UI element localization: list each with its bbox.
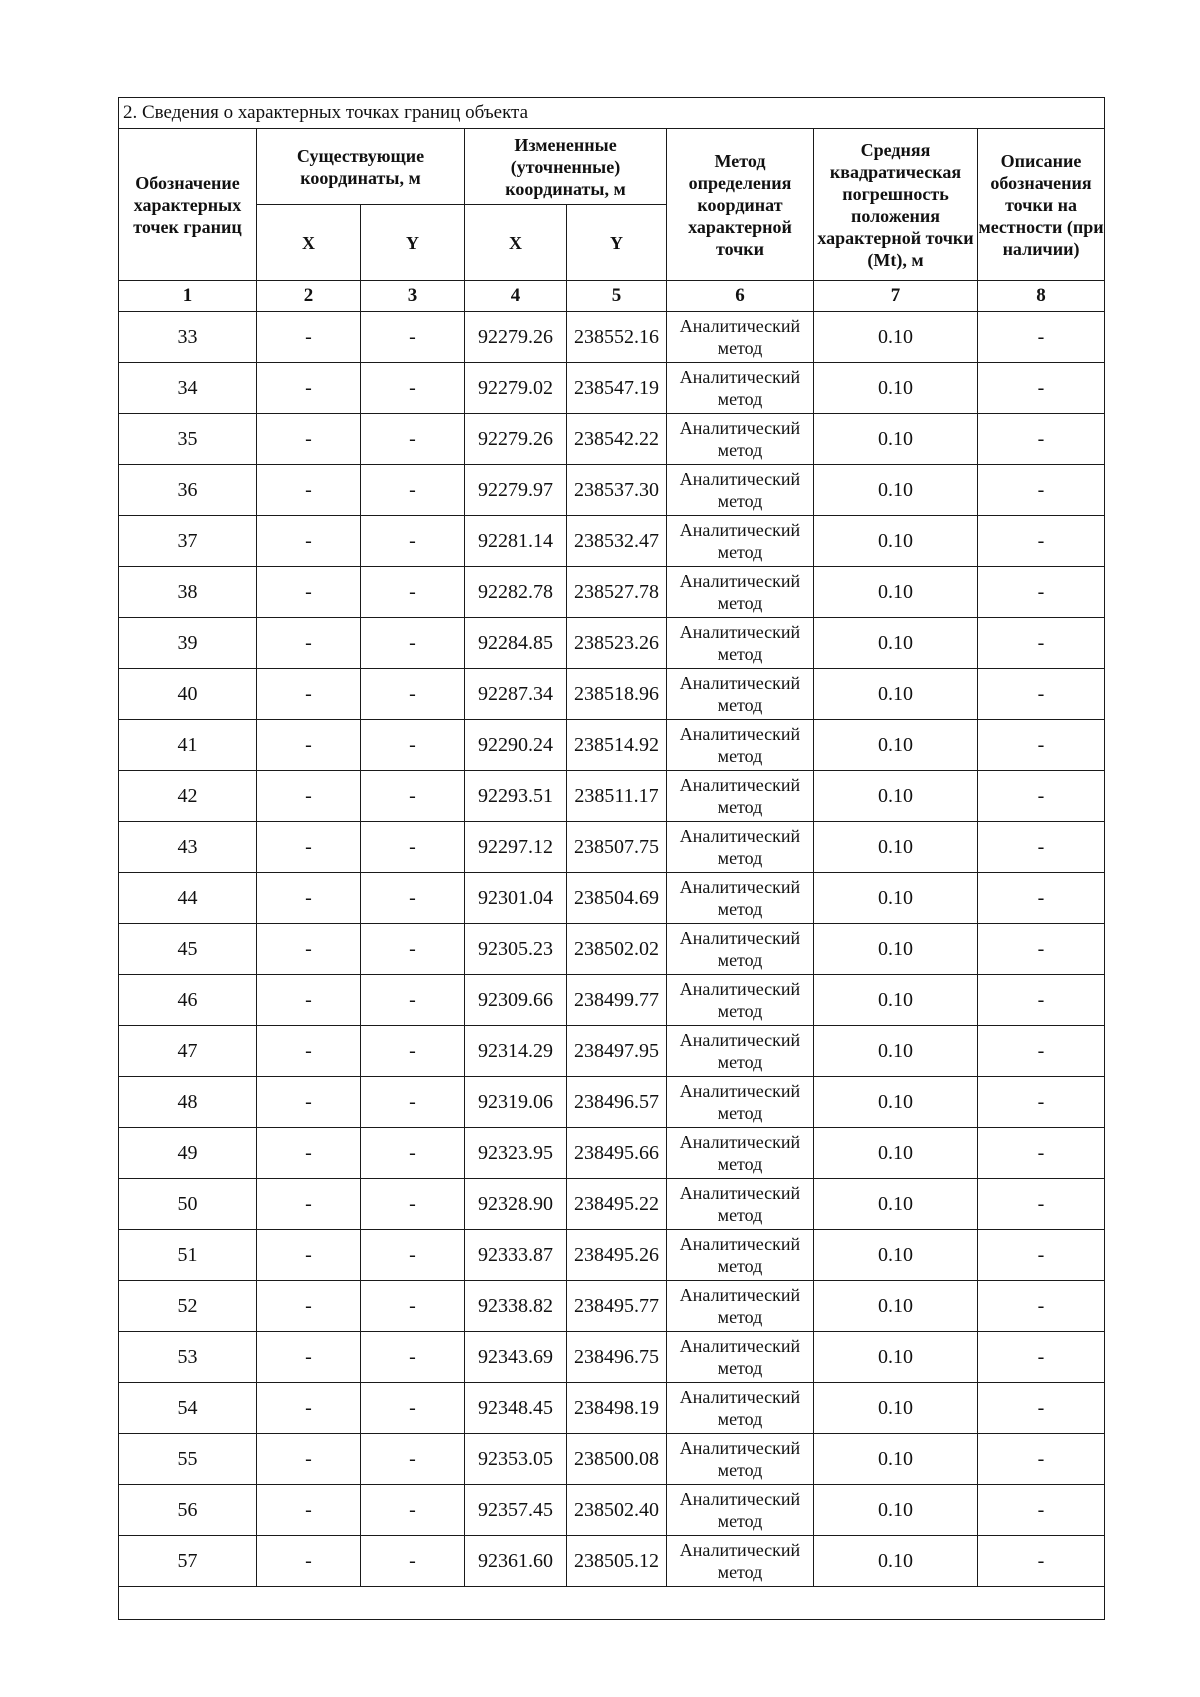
- cell-description: -: [978, 975, 1105, 1026]
- cell-y: 238518.96: [567, 669, 667, 720]
- table-row: [119, 618, 1105, 669]
- cell-x: 92357.45: [465, 1485, 567, 1536]
- cell-description: -: [978, 516, 1105, 567]
- table-row: [119, 363, 1105, 414]
- cell-point-id: 52: [119, 1281, 257, 1332]
- cell-existing-y: -: [361, 1281, 465, 1332]
- cell-point-id: 38: [119, 567, 257, 618]
- cell-x: 92290.24: [465, 720, 567, 771]
- cell-existing-x: -: [257, 1485, 361, 1536]
- header-description: Описание обозначения точки на местности (при наличии): [978, 129, 1105, 281]
- cell-existing-x: -: [257, 465, 361, 516]
- header-changed-coordinates: Измененные (уточненные) координаты, м: [465, 129, 667, 205]
- cell-existing-y: -: [361, 1128, 465, 1179]
- empty-footer-cell: [119, 1587, 1105, 1620]
- cell-description: -: [978, 1179, 1105, 1230]
- cell-method: Аналитический метод: [667, 1026, 814, 1077]
- table-row: [119, 822, 1105, 873]
- cell-mean-error: 0.10: [814, 1281, 978, 1332]
- cell-y: 238514.92: [567, 720, 667, 771]
- table-row: [119, 1128, 1105, 1179]
- header-changed-x: X: [465, 205, 567, 281]
- cell-mean-error: 0.10: [814, 1332, 978, 1383]
- cell-existing-y: -: [361, 873, 465, 924]
- cell-description: -: [978, 1383, 1105, 1434]
- cell-y: 238523.26: [567, 618, 667, 669]
- column-number: 8: [978, 281, 1105, 312]
- cell-existing-y: -: [361, 1434, 465, 1485]
- cell-description: -: [978, 873, 1105, 924]
- cell-existing-x: -: [257, 1230, 361, 1281]
- table-row: [119, 1434, 1105, 1485]
- section-title: 2. Сведения о характерных точках границ объекта: [119, 98, 1105, 129]
- cell-existing-x: -: [257, 312, 361, 363]
- cell-point-id: 54: [119, 1383, 257, 1434]
- cell-method: Аналитический метод: [667, 363, 814, 414]
- cell-existing-x: -: [257, 975, 361, 1026]
- cell-mean-error: 0.10: [814, 1179, 978, 1230]
- table-row: [119, 414, 1105, 465]
- cell-existing-y: -: [361, 618, 465, 669]
- cell-mean-error: 0.10: [814, 516, 978, 567]
- cell-method: Аналитический метод: [667, 567, 814, 618]
- column-number: 6: [667, 281, 814, 312]
- cell-existing-y: -: [361, 1383, 465, 1434]
- cell-y: 238511.17: [567, 771, 667, 822]
- cell-existing-y: -: [361, 669, 465, 720]
- cell-point-id: 40: [119, 669, 257, 720]
- cell-y: 238495.26: [567, 1230, 667, 1281]
- cell-mean-error: 0.10: [814, 567, 978, 618]
- cell-existing-x: -: [257, 669, 361, 720]
- cell-existing-y: -: [361, 1179, 465, 1230]
- table-row: [119, 720, 1105, 771]
- cell-point-id: 46: [119, 975, 257, 1026]
- cell-existing-x: -: [257, 1026, 361, 1077]
- cell-x: 92301.04: [465, 873, 567, 924]
- table-row: [119, 873, 1105, 924]
- document-page: [118, 97, 1104, 1620]
- cell-point-id: 48: [119, 1077, 257, 1128]
- cell-description: -: [978, 1434, 1105, 1485]
- cell-existing-x: -: [257, 1077, 361, 1128]
- cell-existing-x: -: [257, 1383, 361, 1434]
- cell-point-id: 41: [119, 720, 257, 771]
- cell-x: 92282.78: [465, 567, 567, 618]
- cell-point-id: 51: [119, 1230, 257, 1281]
- cell-existing-x: -: [257, 414, 361, 465]
- cell-y: 238498.19: [567, 1383, 667, 1434]
- table-row: [119, 924, 1105, 975]
- cell-method: Аналитический метод: [667, 1077, 814, 1128]
- cell-existing-x: -: [257, 1536, 361, 1587]
- cell-x: 92293.51: [465, 771, 567, 822]
- cell-existing-x: -: [257, 822, 361, 873]
- cell-y: 238502.40: [567, 1485, 667, 1536]
- table-row: [119, 1026, 1105, 1077]
- cell-y: 238532.47: [567, 516, 667, 567]
- cell-point-id: 34: [119, 363, 257, 414]
- cell-y: 238542.22: [567, 414, 667, 465]
- table-row: [119, 1077, 1105, 1128]
- cell-point-id: 50: [119, 1179, 257, 1230]
- cell-mean-error: 0.10: [814, 1383, 978, 1434]
- cell-mean-error: 0.10: [814, 465, 978, 516]
- cell-mean-error: 0.10: [814, 363, 978, 414]
- header-method: Метод определения координат характерной точки: [667, 129, 814, 281]
- cell-x: 92348.45: [465, 1383, 567, 1434]
- cell-point-id: 43: [119, 822, 257, 873]
- cell-mean-error: 0.10: [814, 1077, 978, 1128]
- cell-x: 92319.06: [465, 1077, 567, 1128]
- cell-mean-error: 0.10: [814, 1434, 978, 1485]
- cell-x: 92279.02: [465, 363, 567, 414]
- cell-method: Аналитический метод: [667, 618, 814, 669]
- cell-existing-y: -: [361, 516, 465, 567]
- cell-method: Аналитический метод: [667, 873, 814, 924]
- cell-description: -: [978, 1230, 1105, 1281]
- table-row: [119, 1485, 1105, 1536]
- cell-mean-error: 0.10: [814, 720, 978, 771]
- cell-mean-error: 0.10: [814, 822, 978, 873]
- cell-method: Аналитический метод: [667, 1179, 814, 1230]
- cell-x: 92343.69: [465, 1332, 567, 1383]
- cell-method: Аналитический метод: [667, 720, 814, 771]
- cell-existing-y: -: [361, 1332, 465, 1383]
- column-number: 1: [119, 281, 257, 312]
- cell-existing-x: -: [257, 1281, 361, 1332]
- cell-method: Аналитический метод: [667, 1332, 814, 1383]
- cell-y: 238552.16: [567, 312, 667, 363]
- cell-method: Аналитический метод: [667, 1230, 814, 1281]
- cell-existing-y: -: [361, 1230, 465, 1281]
- table-row: [119, 1383, 1105, 1434]
- cell-existing-x: -: [257, 873, 361, 924]
- column-number: 7: [814, 281, 978, 312]
- cell-method: Аналитический метод: [667, 1536, 814, 1587]
- cell-mean-error: 0.10: [814, 1128, 978, 1179]
- table-row: [119, 465, 1105, 516]
- cell-method: Аналитический метод: [667, 414, 814, 465]
- cell-y: 238495.77: [567, 1281, 667, 1332]
- cell-existing-x: -: [257, 1179, 361, 1230]
- cell-mean-error: 0.10: [814, 669, 978, 720]
- cell-x: 92314.29: [465, 1026, 567, 1077]
- cell-y: 238496.75: [567, 1332, 667, 1383]
- cell-x: 92279.26: [465, 414, 567, 465]
- cell-y: 238502.02: [567, 924, 667, 975]
- table-row: [119, 312, 1105, 363]
- cell-point-id: 36: [119, 465, 257, 516]
- cell-existing-x: -: [257, 771, 361, 822]
- table-row: [119, 669, 1105, 720]
- cell-y: 238527.78: [567, 567, 667, 618]
- cell-existing-y: -: [361, 1485, 465, 1536]
- header-point-designation: Обозначение характерных точек границ: [119, 129, 257, 281]
- cell-x: 92284.85: [465, 618, 567, 669]
- cell-existing-x: -: [257, 363, 361, 414]
- cell-description: -: [978, 1536, 1105, 1587]
- cell-existing-y: -: [361, 312, 465, 363]
- table-row: [119, 1281, 1105, 1332]
- cell-y: 238495.22: [567, 1179, 667, 1230]
- cell-y: 238507.75: [567, 822, 667, 873]
- cell-mean-error: 0.10: [814, 1026, 978, 1077]
- cell-existing-y: -: [361, 567, 465, 618]
- cell-y: 238505.12: [567, 1536, 667, 1587]
- cell-x: 92281.14: [465, 516, 567, 567]
- cell-existing-x: -: [257, 1434, 361, 1485]
- cell-point-id: 37: [119, 516, 257, 567]
- cell-y: 238495.66: [567, 1128, 667, 1179]
- boundary-points-table: [118, 97, 1105, 1620]
- cell-existing-x: -: [257, 924, 361, 975]
- column-number: 2: [257, 281, 361, 312]
- cell-point-id: 39: [119, 618, 257, 669]
- table-row: [119, 567, 1105, 618]
- cell-method: Аналитический метод: [667, 822, 814, 873]
- cell-point-id: 33: [119, 312, 257, 363]
- cell-point-id: 57: [119, 1536, 257, 1587]
- cell-existing-y: -: [361, 1026, 465, 1077]
- cell-x: 92279.26: [465, 312, 567, 363]
- table-body: [119, 312, 1105, 1587]
- cell-x: 92279.97: [465, 465, 567, 516]
- cell-existing-y: -: [361, 1536, 465, 1587]
- cell-method: Аналитический метод: [667, 924, 814, 975]
- cell-existing-x: -: [257, 618, 361, 669]
- cell-y: 238496.57: [567, 1077, 667, 1128]
- cell-method: Аналитический метод: [667, 1128, 814, 1179]
- cell-method: Аналитический метод: [667, 312, 814, 363]
- column-number: 5: [567, 281, 667, 312]
- cell-description: -: [978, 618, 1105, 669]
- cell-existing-y: -: [361, 465, 465, 516]
- cell-description: -: [978, 465, 1105, 516]
- cell-existing-y: -: [361, 414, 465, 465]
- header-changed-y: Y: [567, 205, 667, 281]
- cell-description: -: [978, 1128, 1105, 1179]
- cell-y: 238499.77: [567, 975, 667, 1026]
- header-existing-x: X: [257, 205, 361, 281]
- column-number-row: [119, 281, 1105, 312]
- table-row: [119, 1179, 1105, 1230]
- cell-existing-x: -: [257, 1128, 361, 1179]
- cell-method: Аналитический метод: [667, 1281, 814, 1332]
- cell-y: 238537.30: [567, 465, 667, 516]
- cell-method: Аналитический метод: [667, 516, 814, 567]
- cell-mean-error: 0.10: [814, 618, 978, 669]
- cell-method: Аналитический метод: [667, 771, 814, 822]
- cell-description: -: [978, 720, 1105, 771]
- cell-x: 92328.90: [465, 1179, 567, 1230]
- cell-method: Аналитический метод: [667, 465, 814, 516]
- cell-description: -: [978, 924, 1105, 975]
- cell-existing-y: -: [361, 771, 465, 822]
- table-footer-row: [119, 1587, 1105, 1620]
- cell-mean-error: 0.10: [814, 873, 978, 924]
- cell-method: Аналитический метод: [667, 975, 814, 1026]
- cell-description: -: [978, 1077, 1105, 1128]
- table-row: [119, 1332, 1105, 1383]
- cell-method: Аналитический метод: [667, 1485, 814, 1536]
- cell-description: -: [978, 363, 1105, 414]
- cell-x: 92333.87: [465, 1230, 567, 1281]
- cell-description: -: [978, 567, 1105, 618]
- column-number: 4: [465, 281, 567, 312]
- cell-method: Аналитический метод: [667, 1383, 814, 1434]
- cell-y: 238547.19: [567, 363, 667, 414]
- cell-existing-y: -: [361, 720, 465, 771]
- cell-x: 92297.12: [465, 822, 567, 873]
- cell-x: 92323.95: [465, 1128, 567, 1179]
- cell-description: -: [978, 1281, 1105, 1332]
- column-number: 3: [361, 281, 465, 312]
- cell-x: 92338.82: [465, 1281, 567, 1332]
- cell-mean-error: 0.10: [814, 771, 978, 822]
- cell-point-id: 53: [119, 1332, 257, 1383]
- cell-mean-error: 0.10: [814, 414, 978, 465]
- cell-existing-x: -: [257, 720, 361, 771]
- cell-x: 92361.60: [465, 1536, 567, 1587]
- cell-description: -: [978, 771, 1105, 822]
- cell-description: -: [978, 669, 1105, 720]
- cell-existing-x: -: [257, 516, 361, 567]
- cell-description: -: [978, 1485, 1105, 1536]
- cell-point-id: 42: [119, 771, 257, 822]
- cell-x: 92309.66: [465, 975, 567, 1026]
- cell-description: -: [978, 1332, 1105, 1383]
- table-row: [119, 1536, 1105, 1587]
- cell-existing-y: -: [361, 822, 465, 873]
- cell-x: 92287.34: [465, 669, 567, 720]
- table-row: [119, 975, 1105, 1026]
- cell-y: 238504.69: [567, 873, 667, 924]
- cell-description: -: [978, 1026, 1105, 1077]
- cell-existing-y: -: [361, 363, 465, 414]
- cell-x: 92305.23: [465, 924, 567, 975]
- cell-existing-x: -: [257, 567, 361, 618]
- header-existing-coordinates: Существующие координаты, м: [257, 129, 465, 205]
- cell-mean-error: 0.10: [814, 924, 978, 975]
- cell-y: 238497.95: [567, 1026, 667, 1077]
- cell-point-id: 56: [119, 1485, 257, 1536]
- cell-y: 238500.08: [567, 1434, 667, 1485]
- cell-description: -: [978, 414, 1105, 465]
- header-mean-error: Средняя квадратическая погрешность положения характерной точки (Mt), м: [814, 129, 978, 281]
- cell-mean-error: 0.10: [814, 1230, 978, 1281]
- cell-x: 92353.05: [465, 1434, 567, 1485]
- table-row: [119, 1230, 1105, 1281]
- cell-description: -: [978, 312, 1105, 363]
- cell-description: -: [978, 822, 1105, 873]
- cell-mean-error: 0.10: [814, 312, 978, 363]
- cell-existing-y: -: [361, 975, 465, 1026]
- cell-existing-x: -: [257, 1332, 361, 1383]
- cell-mean-error: 0.10: [814, 1485, 978, 1536]
- cell-mean-error: 0.10: [814, 1536, 978, 1587]
- cell-point-id: 55: [119, 1434, 257, 1485]
- cell-point-id: 49: [119, 1128, 257, 1179]
- cell-point-id: 44: [119, 873, 257, 924]
- cell-point-id: 45: [119, 924, 257, 975]
- cell-point-id: 35: [119, 414, 257, 465]
- table-row: [119, 771, 1105, 822]
- cell-method: Аналитический метод: [667, 669, 814, 720]
- header-existing-y: Y: [361, 205, 465, 281]
- cell-point-id: 47: [119, 1026, 257, 1077]
- table-row: [119, 516, 1105, 567]
- cell-mean-error: 0.10: [814, 975, 978, 1026]
- cell-existing-y: -: [361, 1077, 465, 1128]
- cell-method: Аналитический метод: [667, 1434, 814, 1485]
- cell-existing-y: -: [361, 924, 465, 975]
